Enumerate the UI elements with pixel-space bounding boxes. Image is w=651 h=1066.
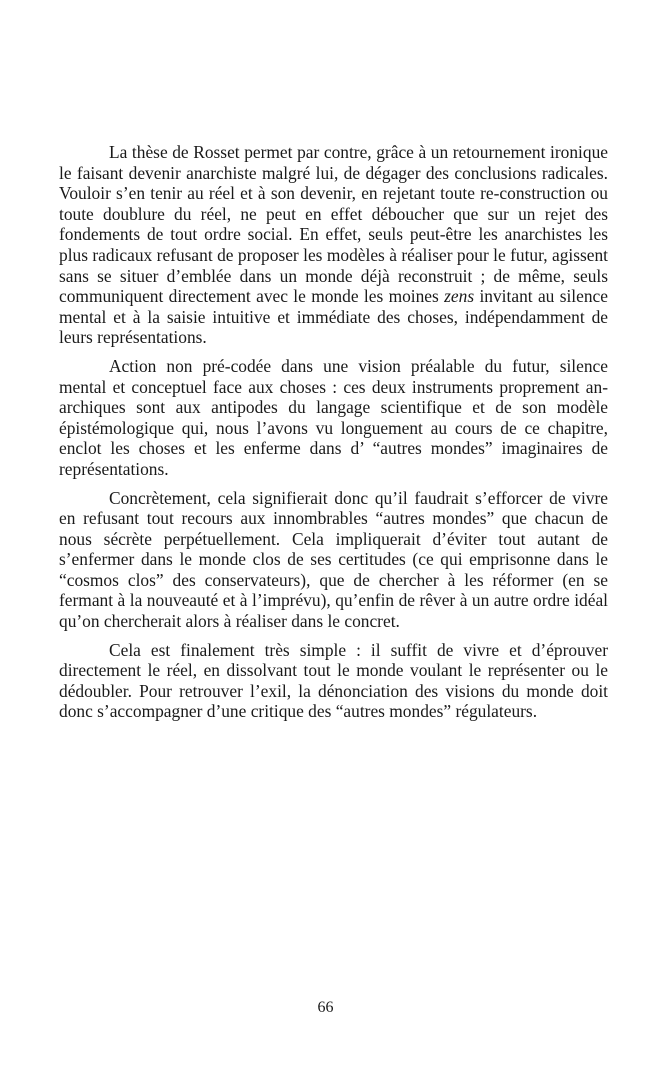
page-number: 66 (317, 999, 334, 1016)
paragraph-1-emphasis: zens (444, 286, 475, 307)
paragraph-1 (59, 142, 608, 348)
page-body (59, 142, 608, 722)
paragraph-3: Concrètement, cela signifierait donc qu’il faudrait s’efforcer de vivre en refusant tout recours aux innombrables “autres mondes” que chacun de nous sécrète perpétuellement. Cela impliquerait d’éviter tout autant de s’enfermer dans le monde clos de ses certitudes (ce qui emprisonne dans le “cosmos clos” des conservateurs), que de chercher à les réformer (en se fermant à la nouveauté et à l’imprévu), qu’enfin de rêver à un autre ordre idéal qu’on chercherait alors à réaliser dans le concret. (59, 487, 608, 632)
paragraph-1-text-before: La thèse de Rosset permet par contre, grâce à un retournement ironique le faisant devenir anarchiste malgré lui, de dégager des conclusions radicales. Vouloir s’en tenir au réel et à son devenir, en rejetant toute re-construction ou toute doublure du réel, ne peut en effet déboucher que sur un rejet des fondements de tout ordre social. En effet, seuls peut-être les anarchistes les plus radicaux refusant de proposer les modèles à réaliser pour le futur, agissent sans se situer d’emblée dans un monde déjà reconstruit ; de même, seuls communiquent directement avec le monde les moines (59, 142, 608, 307)
paragraph-4: Cela est finalement très simple : il suffit de vivre et d’éprouver directement le réel, en dissolvant tout le monde voulant le représenter ou le dédoubler. Pour retrouver l’exil, la dénonciation des visions du monde doit donc s’accompagner d’une critique des “autres mondes” régulateurs. (59, 639, 608, 722)
paragraph-2: Action non pré-codée dans une vision préalable du futur, silence mental et conceptuel face aux choses : ces deux instruments proprement an-archiques sont aux antipodes du langage scientifique et de son modèle épistémologique qui, nous l’avons vu longuement au cours de ce chapitre, enclot les choses et les enferme dans d’ “autres mondes” imaginaires de représentations. (59, 355, 608, 479)
paragraph-1-text-after: invitant au silence mental et à la saisie intuitive et immédiate des choses, indépendamment de leurs représentations. (59, 286, 608, 348)
